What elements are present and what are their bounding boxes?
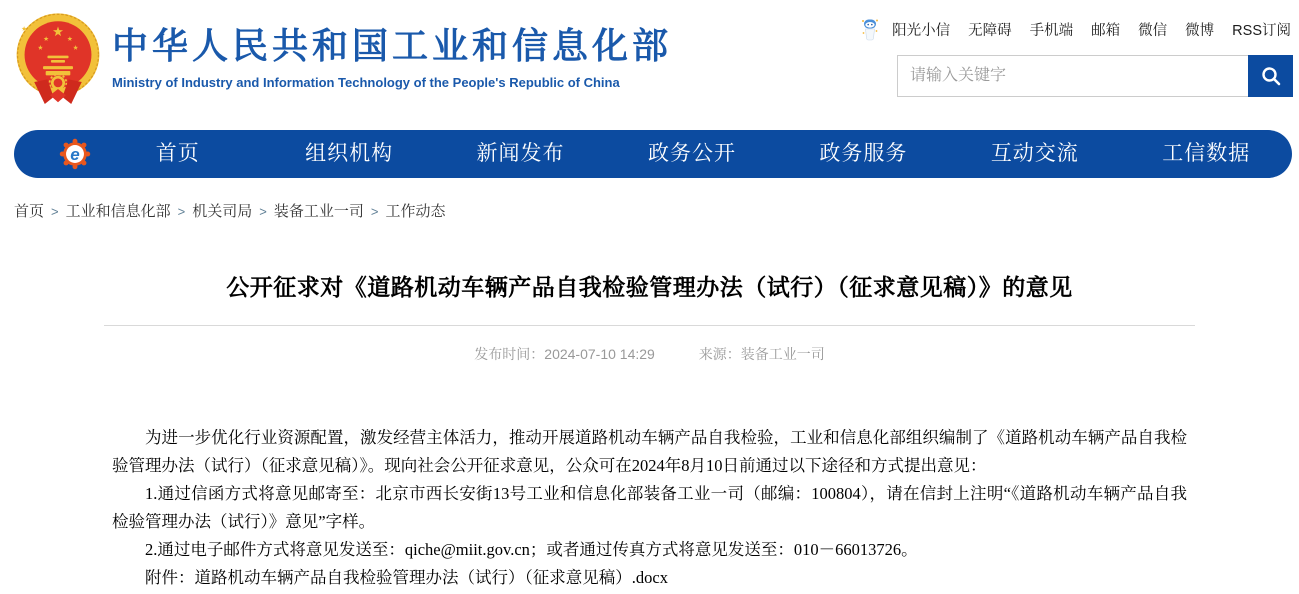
nav-item[interactable]: 首页: [155, 142, 200, 165]
breadcrumb-item[interactable]: 机关司局: [192, 204, 253, 220]
breadcrumb-item[interactable]: 首页: [14, 204, 45, 220]
quick-links-bar: [860, 17, 1291, 41]
attachment-link[interactable]: 附件：道路机动车辆产品自我检验管理办法（试行）（征求意见稿）.docx: [145, 568, 668, 587]
publish-time: 发布时间：2024-07-10 14:29: [474, 346, 655, 362]
nav-item[interactable]: 新闻发布: [476, 142, 565, 165]
article-source: 来源：装备工业一司: [698, 346, 825, 362]
quick-link[interactable]: 阳光小信: [892, 22, 951, 39]
article-meta: [112, 344, 1187, 364]
breadcrumb: [14, 200, 445, 221]
site-title: 中华人民共和国工业和信息化部: [112, 25, 673, 66]
breadcrumb-item[interactable]: 装备工业一司: [273, 204, 364, 220]
breadcrumb-item[interactable]: 工业和信息化部: [65, 204, 171, 220]
robot-mascot-icon: [860, 17, 880, 41]
quick-link[interactable]: 手机端: [1029, 22, 1074, 39]
site-header: [0, 0, 1299, 128]
nav-item[interactable]: 组织机构: [305, 142, 394, 165]
nav-item[interactable]: 互动交流: [990, 142, 1079, 165]
article-paragraph: 2.通过电子邮件方式将意见发送至：qiche@miit.gov.cn；或者通过传真方式将意见发送至：010－66013726。: [145, 540, 918, 559]
quick-link[interactable]: 微博: [1185, 22, 1215, 39]
search-bar: [897, 55, 1293, 97]
main-nav: [14, 130, 1292, 178]
breadcrumb-separator: >: [370, 204, 379, 219]
breadcrumb-item[interactable]: 工作动态: [385, 204, 446, 220]
national-emblem-icon: [14, 11, 102, 109]
quick-links: [892, 19, 1291, 40]
article-container: [112, 240, 1187, 592]
article-paragraph: 1.通过信函方式将意见邮寄至：北京市西长安街13号工业和信息化部装备工业一司（邮编：100804），请在信封上注明“《道路机动车辆产品自我检验管理办法（试行）》意见”字样。: [112, 484, 1187, 531]
breadcrumb-separator: >: [177, 204, 186, 219]
site-subtitle: Ministry of Industry and Information Technology of the People's Republic of China: [112, 75, 620, 90]
miit-gear-logo-icon: [58, 137, 92, 171]
article-title: 公开征求对《道路机动车辆产品自我检验管理办法（试行）（征求意见稿）》的意见: [226, 274, 1073, 300]
nav-item[interactable]: 政务公开: [647, 142, 736, 165]
quick-link[interactable]: 微信: [1138, 22, 1168, 39]
quick-link[interactable]: 无障碍: [968, 22, 1012, 39]
search-button[interactable]: [1248, 55, 1293, 97]
gear-letter: e: [70, 145, 80, 165]
quick-link[interactable]: 邮箱: [1091, 22, 1121, 39]
title-divider: [104, 325, 1195, 326]
article-body: [112, 424, 1187, 592]
nav-item[interactable]: 工信数据: [1162, 142, 1251, 165]
article-paragraphs: [112, 424, 1187, 564]
site-title-block: [112, 26, 672, 90]
breadcrumb-separator: >: [259, 204, 267, 219]
search-input[interactable]: [898, 56, 1248, 96]
nav-item[interactable]: 政务服务: [819, 142, 908, 165]
quick-link[interactable]: RSS订阅: [1232, 22, 1291, 39]
magnifier-icon: [1259, 64, 1283, 88]
breadcrumb-separator: >: [51, 204, 59, 219]
nav-items: [92, 130, 1292, 178]
article-paragraph: 为进一步优化行业资源配置，激发经营主体活力，推动开展道路机动车辆产品自我检验，工业和信息化部组织编制了《道路机动车辆产品自我检验管理办法（试行）（征求意见稿）》。现向社会公开征求意见，公众可在2024年8月10日前通过以下途径和方式提出意见：: [112, 428, 1187, 475]
